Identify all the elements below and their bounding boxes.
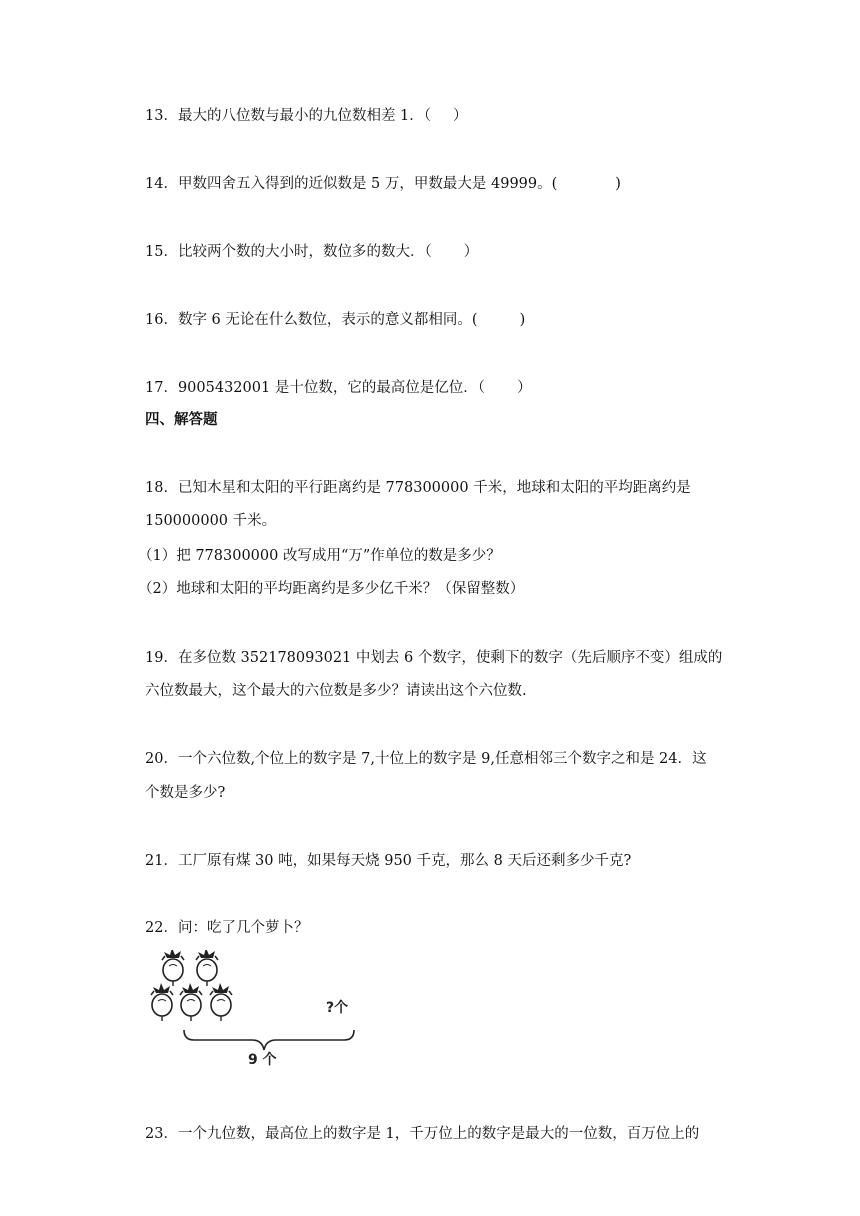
total-brace <box>184 1030 354 1050</box>
question-17 <box>145 378 532 398</box>
question-15-text: 15．比较两个数的大小时，数位多的数大．（ <box>145 244 432 260</box>
question-19-line-1: 19．在多位数 352178093021 中划去 6 个数字，使剩下的数字（先后顺序不变）组成的 <box>145 650 723 666</box>
question-20-line-1: 20．一个六位数,个位上的数字是 7,十位上的数字是 9,任意相邻三个数字之和是 24．这 <box>145 751 707 767</box>
radish-icon <box>180 983 202 1021</box>
radish-icon <box>162 950 184 986</box>
question-13 <box>145 106 468 126</box>
section-heading: 四、解答题 <box>145 412 218 428</box>
question-15-paren-close: ） <box>463 244 479 260</box>
question-16-text: 16．数字 6 无论在什么数位，表示的意义都相同。( <box>145 312 478 328</box>
question-15 <box>145 242 478 262</box>
question-13-paren-close: ） <box>453 108 468 124</box>
unknown-count-label: ?个 <box>326 1000 349 1016</box>
question-19-line-2: 六位数最大，这个最大的六位数是多少？请读出这个六位数. <box>145 683 527 699</box>
question-16 <box>145 310 525 330</box>
total-count-label: 9 个 <box>248 1052 277 1068</box>
radish-icon <box>210 983 232 1021</box>
question-13-text: 13．最大的八位数与最小的九位数相差 1．（ <box>145 108 432 124</box>
question-18-line-2: 150000000 千米。 <box>145 513 277 529</box>
question-18-sub-2: （2）地球和太阳的平均距离约是多少亿千米？（保留整数） <box>138 581 525 597</box>
question-16-paren-close: ) <box>519 312 526 328</box>
radish-icon <box>151 983 173 1021</box>
question-22: 22．问：吃了几个萝卜？ <box>145 920 309 936</box>
radish-figure <box>148 950 368 1075</box>
question-20-line-2: 个数是多少? <box>145 785 226 801</box>
question-17-paren-close: ） <box>517 380 532 396</box>
question-18-line-1: 18．已知木星和太阳的平行距离约是 778300000 千米，地球和太阳的平均距离约是 <box>145 480 691 496</box>
question-21: 21．工厂原有煤 30 吨，如果每天烧 950 千克，那么 8 天后还剩多少千克? <box>145 853 632 869</box>
question-18-sub-1: （1）把 778300000 改写成用“万”作单位的数是多少？ <box>138 548 501 564</box>
question-17-text: 17．9005432001 是十位数，它的最高位是亿位．（ <box>145 380 486 396</box>
question-14-paren-close: ) <box>615 176 621 192</box>
radish-icon <box>196 950 218 986</box>
question-14 <box>145 174 621 194</box>
question-23-line-1: 23．一个九位数，最高位上的数字是 1，千万位上的数字是最大的一位数，百万位上的 <box>145 1126 700 1142</box>
question-14-text: 14．甲数四舍五入得到的近似数是 5 万，甲数最大是 49999。( <box>145 176 558 192</box>
